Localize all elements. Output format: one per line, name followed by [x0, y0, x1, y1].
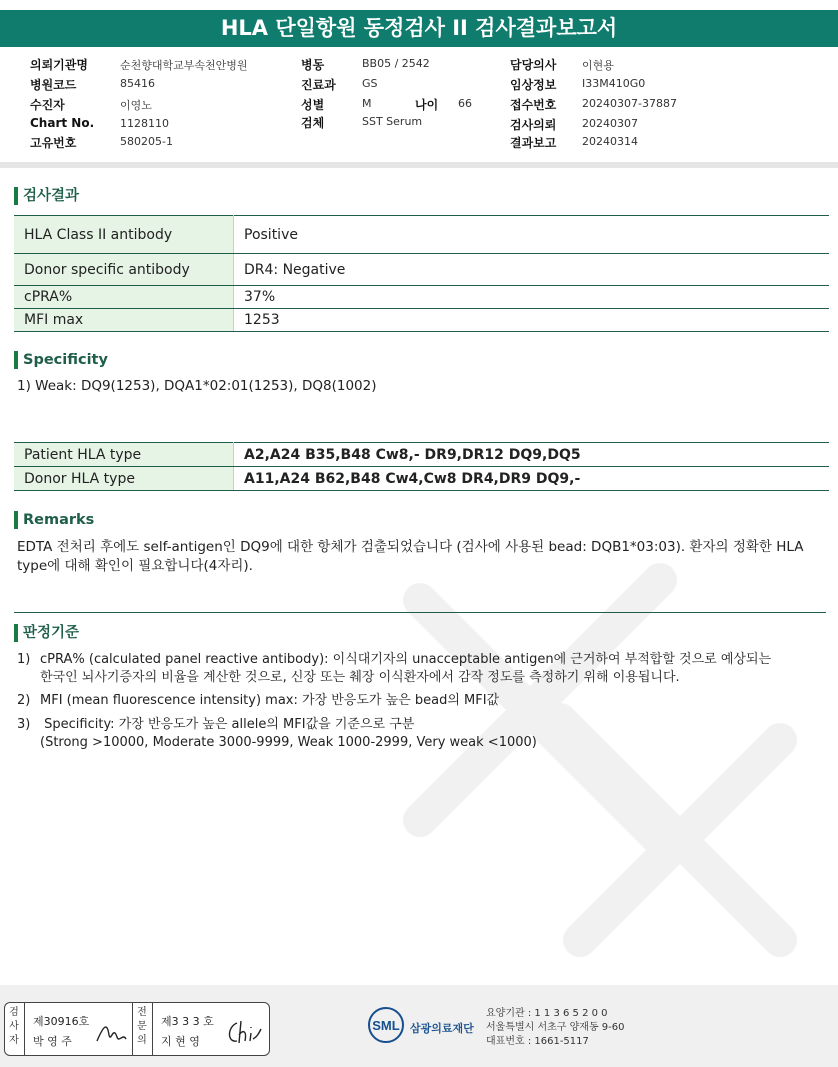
- report-title: HLA 단일항원 동정검사 II 검사결과보고서: [0, 10, 838, 47]
- label-doctor: 담당의사: [510, 58, 557, 72]
- specificity-text: 1) Weak: DQ9(1253), DQA1*02:01(1253), DQ8(1002): [17, 378, 377, 394]
- patient-info: [0, 52, 838, 162]
- sml-logo-icon: [368, 1007, 404, 1043]
- value-department: GS: [362, 77, 378, 90]
- specialist-license-no: 제3 3 3 호: [161, 1015, 214, 1028]
- table-row: [14, 443, 829, 467]
- label-request-date: 검사의뢰: [510, 118, 557, 132]
- value-hospital-code: 85416: [120, 77, 155, 90]
- label-institution: 의뢰기관명: [30, 58, 88, 72]
- label-clinical-info: 임상정보: [510, 78, 557, 92]
- value-request-date: 20240307: [582, 117, 638, 130]
- results-table: [14, 215, 829, 332]
- footer-contact: [486, 1007, 625, 1049]
- hla-type-table: [14, 442, 829, 491]
- label-ward: 병동: [301, 58, 325, 72]
- hla-value: A11,A24 B62,B48 Cw4,Cw8 DR4,DR9 DQ9,-: [234, 467, 830, 491]
- criteria-number: 1): [17, 652, 31, 667]
- label-sex: 성별: [301, 98, 325, 112]
- label-specimen: 검체: [301, 116, 325, 130]
- table-row: [14, 286, 829, 309]
- section-title-results: 검사결과: [14, 187, 79, 205]
- footer-line: 서울특별시 서초구 양재동 9-60: [486, 1022, 625, 1033]
- specialist-name: 지 현 영: [161, 1035, 200, 1048]
- value-specimen: SST Serum: [362, 115, 423, 128]
- svg-text:SML: SML: [372, 1018, 400, 1033]
- specialist-label: 전 문 의: [137, 1007, 147, 1046]
- label-hospital-code: 병원코드: [30, 78, 77, 92]
- footer-line: 대표번호 : 1661-5117: [486, 1036, 589, 1047]
- hla-value: A2,A24 B35,B48 Cw8,- DR9,DR12 DQ9,DQ5: [234, 443, 830, 467]
- tester-label: 검 사 자: [9, 1007, 19, 1046]
- criteria-number: 2): [17, 693, 31, 708]
- criteria-line: Specificity: 가장 반응도가 높은 allele의 MFI값을 기준으로 구분: [40, 717, 415, 732]
- value-sex: M: [362, 97, 372, 110]
- label-patient: 수진자: [30, 98, 65, 112]
- value-chart-no: 1128110: [120, 117, 169, 130]
- value-patient: 이영노: [120, 99, 152, 112]
- label-age: 나이: [415, 98, 439, 112]
- table-row: [14, 254, 829, 286]
- table-row: [14, 216, 829, 254]
- criteria-line: cPRA% (calculated panel reactive antibody): 이식대기자의 unacceptable antigen에 근거하여 부적합할 것으로 예상되는: [40, 652, 772, 667]
- criteria-number: 3): [17, 717, 31, 732]
- section-title-remarks: Remarks: [14, 511, 94, 529]
- result-label: Donor specific antibody: [14, 254, 234, 286]
- result-value: 37%: [234, 286, 830, 309]
- specialist-signature-icon: [223, 1017, 263, 1047]
- signature-box: [4, 1002, 270, 1056]
- tester-name: 박 영 주: [33, 1035, 72, 1048]
- result-label: HLA Class II antibody: [14, 216, 234, 254]
- hla-label: Donor HLA type: [14, 467, 234, 491]
- label-department: 진료과: [301, 78, 336, 92]
- criteria-line: 한국인 뇌사기증자의 비율을 계산한 것으로, 신장 또는 췌장 이식환자에서 감작 정도를 측정하기 위해 이용됩니다.: [40, 670, 680, 685]
- value-ward: BB05 / 2542: [362, 57, 430, 70]
- value-clinical-info: I33M410G0: [582, 77, 646, 90]
- label-report-date: 결과보고: [510, 136, 557, 150]
- criteria-divider: [14, 612, 826, 613]
- foundation-name: 삼광의료재단: [410, 1022, 474, 1035]
- label-unique-no: 고유번호: [30, 136, 77, 150]
- table-row: [14, 309, 829, 332]
- value-report-date: 20240314: [582, 135, 638, 148]
- result-label: MFI max: [14, 309, 234, 332]
- remarks-text: [17, 538, 827, 576]
- criteria-line: (Strong >10000, Moderate 3000-9999, Weak 1000-2999, Very weak <1000): [40, 735, 537, 750]
- value-receipt-no: 20240307-37887: [582, 97, 677, 110]
- value-institution: 순천향대학교부속천안병원: [120, 59, 248, 72]
- remarks-line: EDTA 전처리 후에도 self-antigen인 DQ9에 대한 항체가 검출되었습니다 (검사에 사용된 bead: DQB1*03:03). 환자의 정확한 HLA: [17, 539, 804, 555]
- section-title-criteria: 판정기준: [14, 624, 79, 642]
- value-doctor: 이현용: [582, 59, 614, 72]
- result-value: Positive: [234, 216, 830, 254]
- label-chart-no: Chart No.: [30, 116, 95, 130]
- footer-line: 요양기관 : 1 1 3 6 5 2 0 0: [486, 1008, 608, 1019]
- label-receipt-no: 접수번호: [510, 98, 557, 112]
- value-age: 66: [458, 97, 472, 110]
- table-row: [14, 467, 829, 491]
- result-label: cPRA%: [14, 286, 234, 309]
- value-unique-no: 580205-1: [120, 135, 173, 148]
- result-value: 1253: [234, 309, 830, 332]
- section-title-specificity: Specificity: [14, 351, 108, 369]
- footer: [0, 985, 838, 1067]
- result-value: DR4: Negative: [234, 254, 830, 286]
- header-divider: [0, 162, 838, 168]
- tester-signature-icon: [93, 1017, 129, 1047]
- hla-label: Patient HLA type: [14, 443, 234, 467]
- remarks-line: type에 대해 확인이 필요합니다(4자리).: [17, 558, 253, 574]
- criteria-line: MFI (mean fluorescence intensity) max: 가장 반응도가 높은 bead의 MFI값: [40, 693, 500, 708]
- tester-license-no: 제30916호: [33, 1015, 90, 1028]
